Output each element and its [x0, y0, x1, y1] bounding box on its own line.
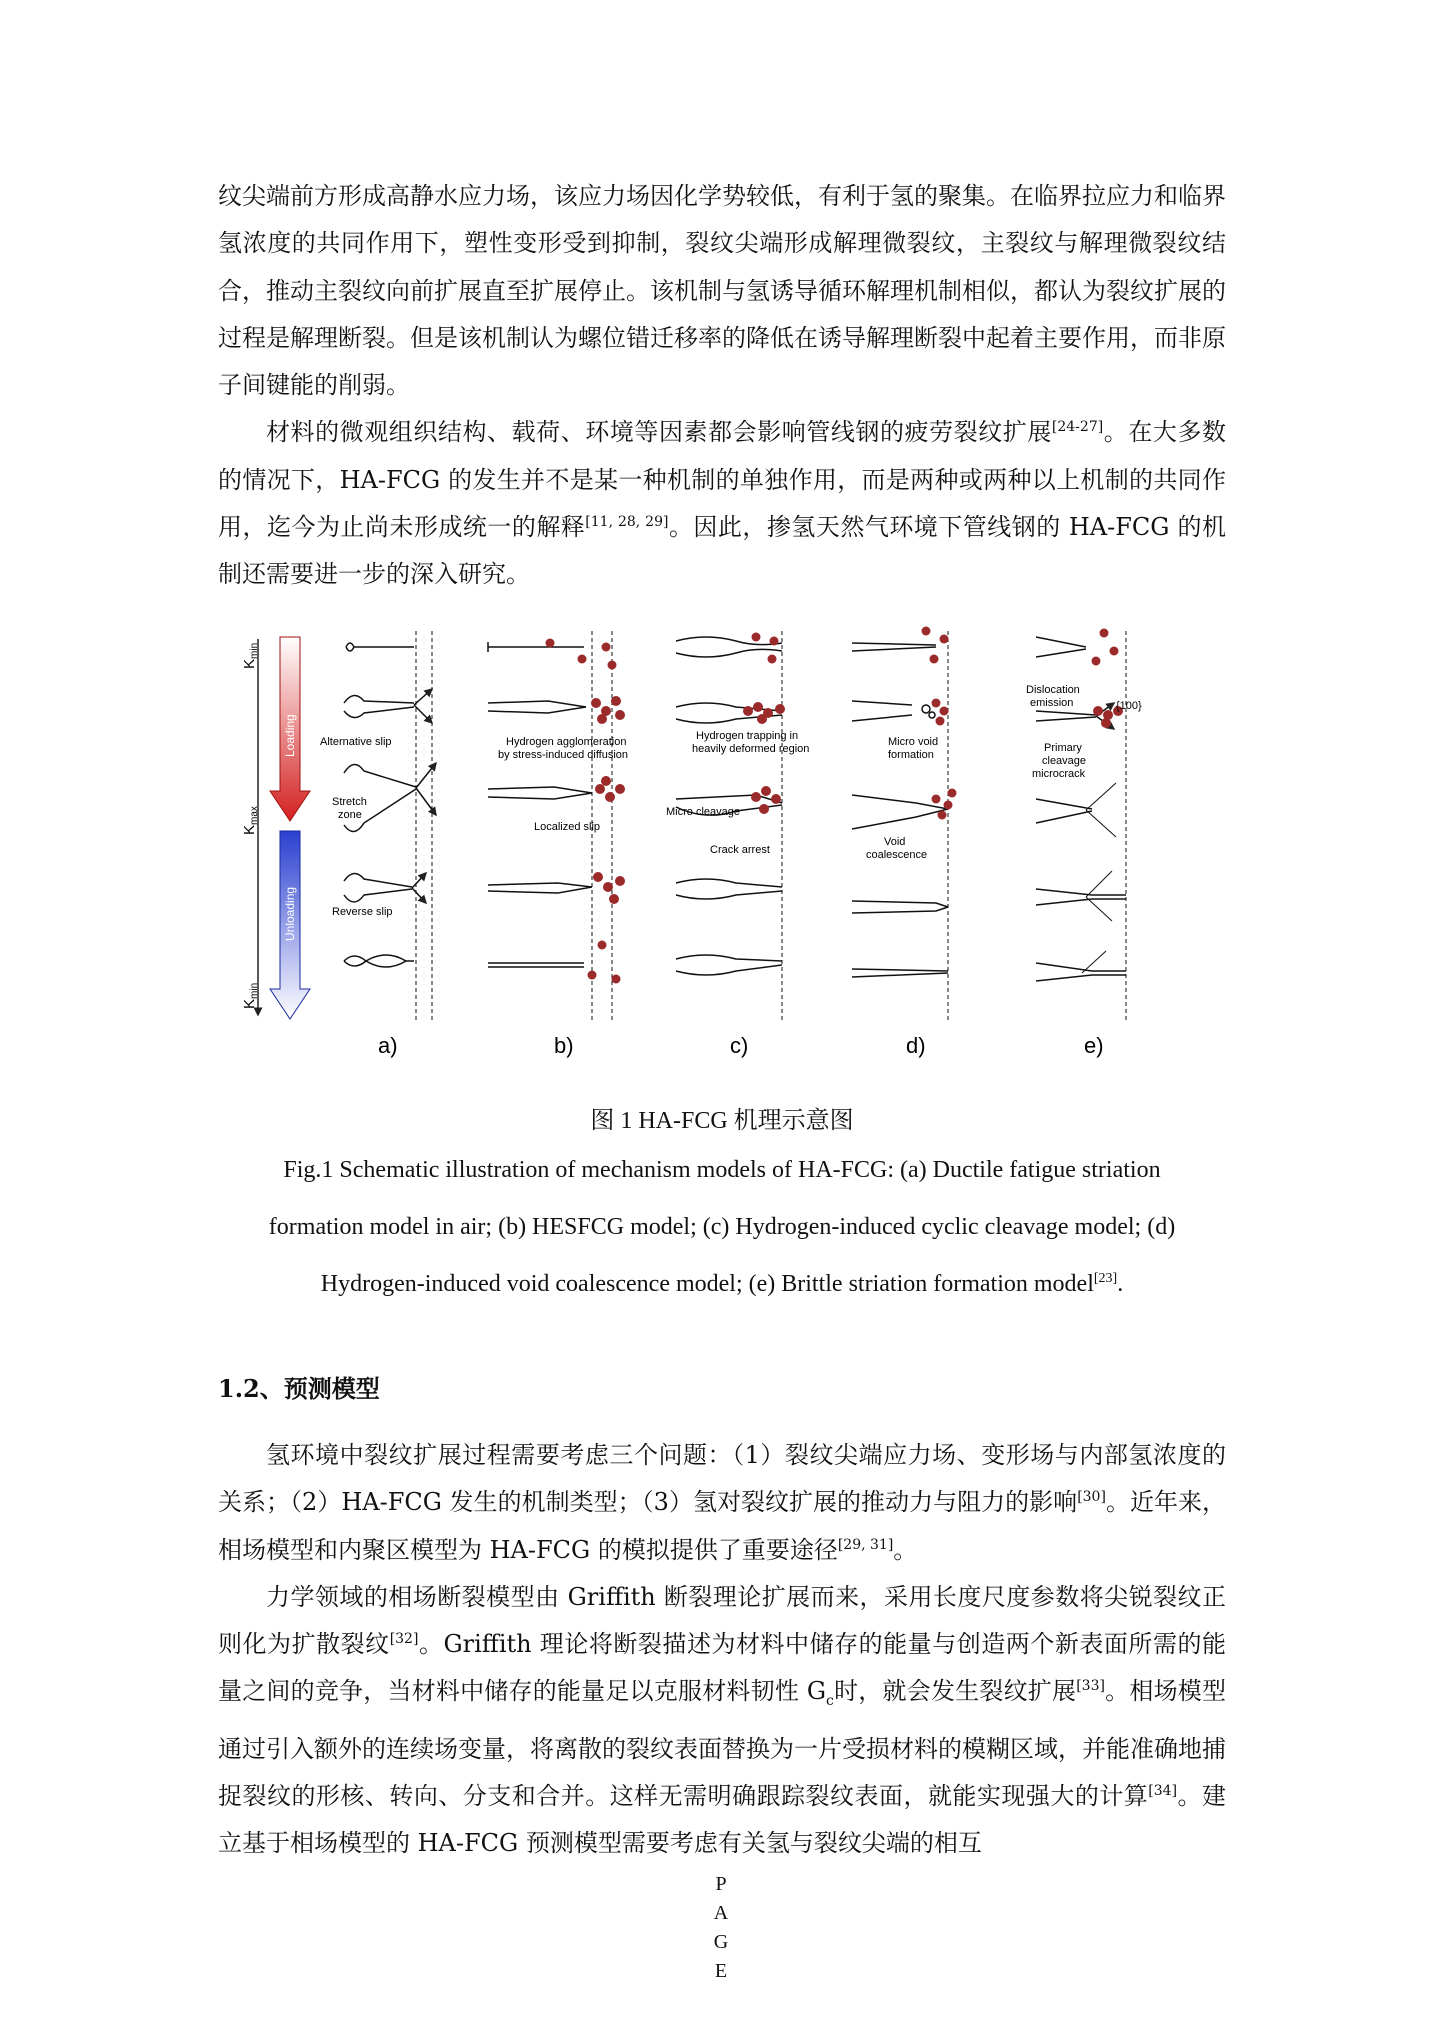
label-reverse-slip: Reverse slip: [332, 906, 393, 918]
figure-caption-en-line-1: Fig.1 Schematic illustration of mechanism models of HA-FCG: (a) Ductile fatigue striation: [283, 1157, 1161, 1183]
panel-letter-d: d): [906, 1033, 926, 1058]
body-text-top: [218, 173, 1226, 599]
label-dislocation: Dislocation: [1026, 684, 1080, 696]
citation[interactable]: [30]: [1077, 1489, 1106, 1506]
label-cleavage: cleavage: [1042, 755, 1087, 767]
figure-caption-cn: 图 1 HA-FCG 机理示意图: [590, 1108, 854, 1134]
svg-text:Loading: Loading: [283, 714, 297, 757]
paragraph-4: 力学领域的相场断裂模型由 Griffith 断裂理论扩展而来，采用长度尺度参数将尖锐裂纹正则化为扩散裂纹[32]。Griffith 理论将断裂描述为材料中储存的能量与创造两个新表面所需的能量之间的竞争，当材料中储存的能量足以克服材料韧性 $G_c$时，就会发生裂纹扩展[33]。相场模型通过引入额外的连续场变量，将离散的裂纹表面替换为一片受损材料的模糊区域，并能准确地捕捉裂纹的形核、转向、分支和合并。这样无需明确跟踪裂纹表面，就能实现强大的计算[34]。建立基于相场模型的 HA-FCG 预测模型需要考虑有关氢与裂纹尖端的相互: [218, 1582, 1227, 1858]
label-heavily-deformed: heavily deformed region: [692, 743, 810, 755]
body-text-bottom: [218, 1432, 1226, 1867]
label-emission: emission: [1030, 697, 1074, 709]
hydrogen-atoms-b: [546, 639, 626, 984]
label-microcrack: microcrack: [1032, 768, 1086, 780]
panel-d: [852, 631, 948, 1021]
page-letter-g: G: [713, 1931, 729, 1953]
label-stretch-zone-2: zone: [338, 809, 362, 821]
figure-ha-fcg-mechanisms: [236, 611, 1142, 1081]
paragraph-1: 纹尖端前方形成高静水应力场，该应力场因化学势较低，有利于氢的聚集。在临界拉应力和临界氢浓度的共同作用下，塑性变形受到抑制，裂纹尖端形成解理微裂纹，主裂纹与解理微裂纹结合，推动主裂纹向前扩展直至扩展停止。该机制与氢诱导循环解理机制相似，都认为裂纹扩展的过程是解理断裂。但是该机制认为螺位错迁移率的降低在诱导解理断裂中起着主要作用，而非原子间键能的削弱。: [218, 182, 1226, 400]
kmin-bottom-label: $K_{min}$: [241, 982, 260, 1009]
k-axis: [241, 639, 260, 1015]
label-alternative-slip: Alternative slip: [320, 736, 392, 748]
hydrogen-atoms-e: [1092, 629, 1124, 729]
kmax-label: $K_{max}$: [241, 806, 260, 835]
panel-letter-a: a): [378, 1033, 398, 1058]
figure-caption-en-line-2: formation model in air; (b) HESFCG model; (c) Hydrogen-induced cyclic cleavage model; (d): [268, 1214, 1176, 1240]
citation[interactable]: [34]: [1148, 1782, 1178, 1799]
label-hydrogen-trapping: Hydrogen trapping in: [696, 730, 799, 742]
paragraph-2: 材料的微观组织结构、载荷、环境等因素都会影响管线钢的疲劳裂纹扩展[24-27]。在大多数的情况下，HA-FCG 的发生并不是某一种机制的单独作用，而是两种或两种以上机制的共同作用，迄今为止尚未形成统一的解释[11, 28, 29]。因此，掺氢天然气环境下管线钢的 HA-FCG 的机制还需要进一步的深入研究。: [218, 418, 1227, 589]
citation[interactable]: [32]: [389, 1631, 419, 1648]
label-hydrogen-agglomeration: Hydrogen agglomeration: [506, 736, 627, 748]
hydrogen-atoms-c: [743, 633, 785, 815]
citation[interactable]: [11, 28, 29]: [585, 514, 669, 531]
citation[interactable]: [33]: [1076, 1678, 1105, 1695]
panel-a: [344, 631, 436, 1021]
label-localized-slip: Localized slip: [534, 821, 601, 833]
loading-arrow: [270, 637, 310, 821]
label-stretch-zone: Stretch: [332, 796, 367, 808]
section-heading: 1.2、预测模型: [218, 1374, 380, 1403]
hydrogen-atoms-d: [922, 627, 957, 820]
citation[interactable]: [23]: [1093, 1271, 1118, 1286]
label-plane-100: {100}: [1116, 700, 1142, 712]
page-letter-e: E: [714, 1960, 728, 1982]
label-formation: formation: [888, 749, 934, 761]
svg-text:Unloading: Unloading: [283, 886, 297, 941]
label-primary: Primary: [1044, 742, 1082, 754]
label-stress-induced-diffusion: by stress-induced diffusion: [498, 749, 629, 761]
page-letter-a: A: [713, 1902, 729, 1924]
figure-caption-en-line-3: Hydrogen-induced void coalescence model; (e) Brittle striation formation model[23].: [320, 1271, 1124, 1297]
citation[interactable]: [29, 31]: [837, 1536, 894, 1553]
panel-letter-e: e): [1084, 1033, 1104, 1058]
panel-c: [676, 631, 782, 1021]
panel-letter-c: c): [730, 1033, 749, 1058]
label-micro-cleavage: Micro cleavage: [666, 806, 740, 818]
page-field-marker: [706, 1870, 736, 1986]
paragraph-3: 氢环境中裂纹扩展过程需要考虑三个问题：（1）裂纹尖端应力场、变形场与内部氢浓度的关系；（2）HA-FCG 发生的机制类型；（3）氢对裂纹扩展的推动力与阻力的影响[30]。近年来，相场模型和内聚区模型为 HA-FCG 的模拟提供了重要途径[29, 31]。: [218, 1441, 1227, 1564]
label-void: Void: [884, 836, 906, 848]
label-micro-void: Micro void: [888, 736, 939, 748]
page-letter-p: P: [715, 1873, 727, 1895]
unloading-arrow: [270, 831, 310, 1019]
panel-letter-b: b): [554, 1033, 574, 1058]
kmin-top-label: $K_{min}$: [241, 642, 260, 669]
citation[interactable]: [24-27]: [1051, 419, 1104, 436]
label-coalescence: coalescence: [866, 849, 928, 861]
label-crack-arrest: Crack arrest: [710, 844, 770, 856]
